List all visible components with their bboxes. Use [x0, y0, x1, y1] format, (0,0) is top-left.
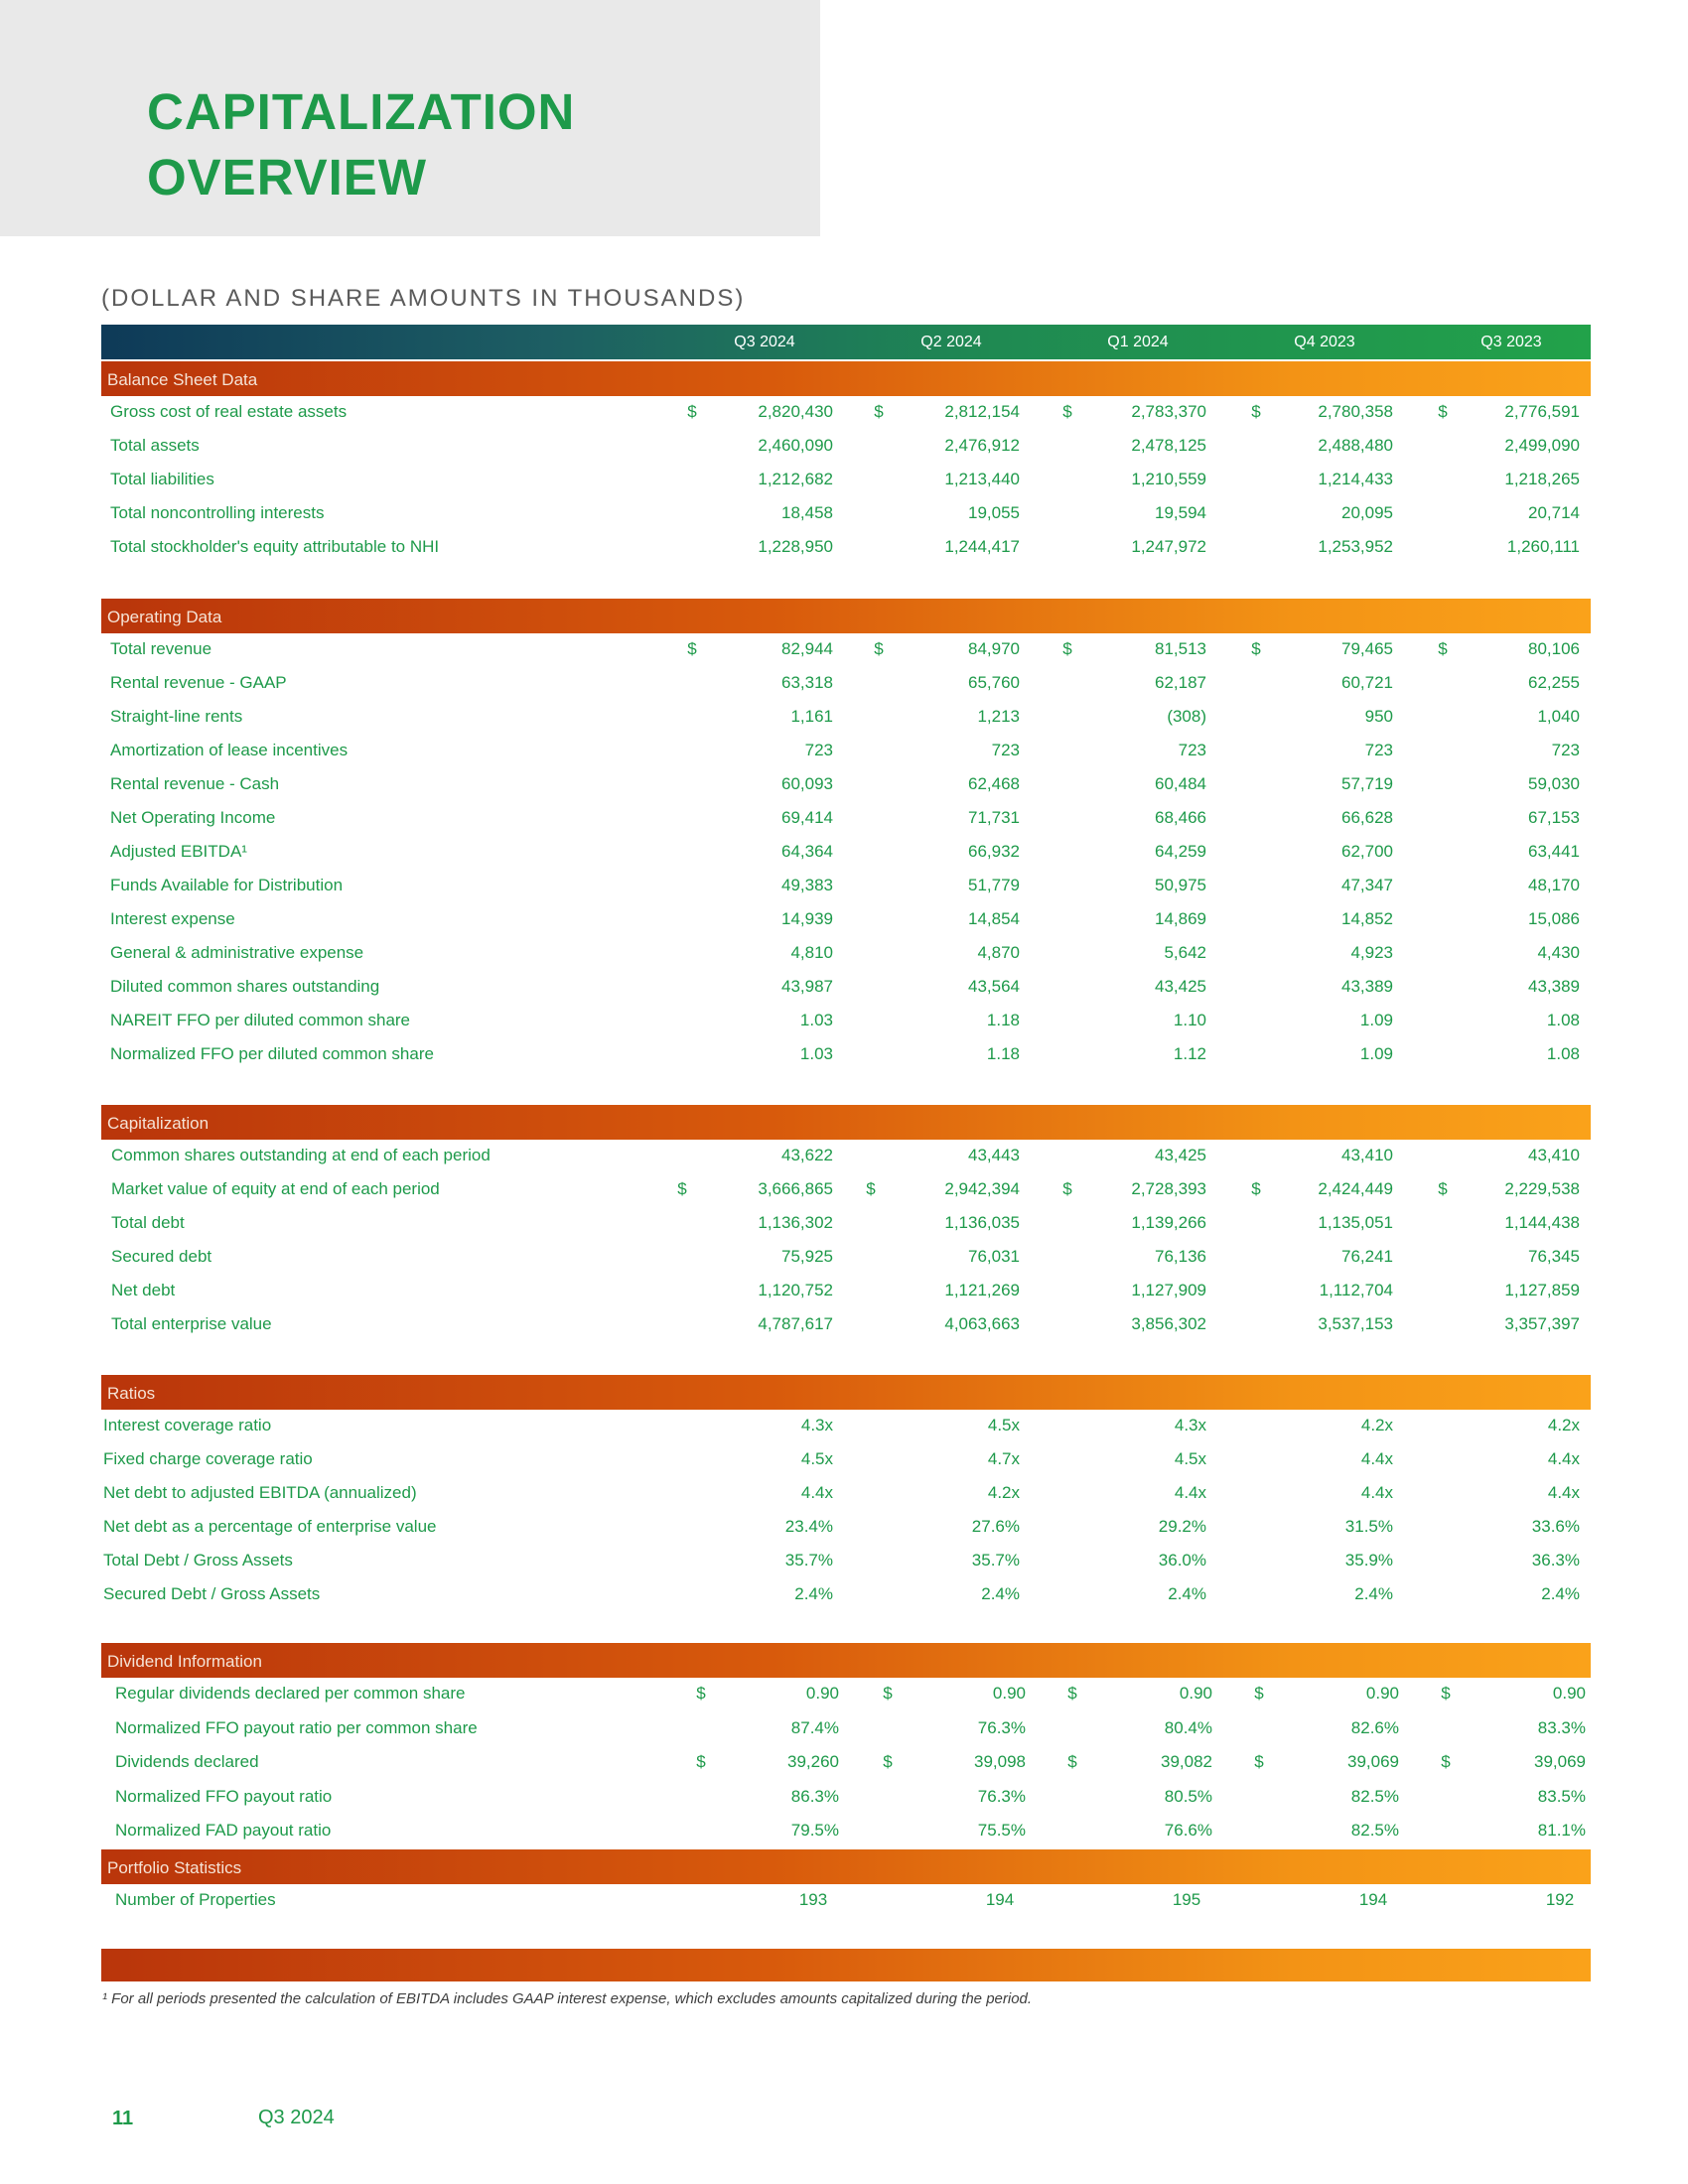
currency-symbol: $ [1438, 639, 1448, 658]
cell-value: 4.2x [987, 1483, 1020, 1502]
cell-value: 75.5% [977, 1821, 1026, 1841]
cell-value: 36.3% [1531, 1551, 1580, 1570]
period-header-label: Q4 2023 [1294, 334, 1355, 350]
row-label: Market value of equity at end of each period [111, 1179, 440, 1198]
cell-value: 66,932 [968, 842, 1020, 861]
currency-symbol: $ [1254, 1684, 1264, 1703]
currency-symbol: $ [1067, 1684, 1077, 1703]
cell-value: 1,121,269 [944, 1281, 1020, 1299]
cell-value: 43,425 [1155, 1146, 1206, 1164]
cell-value: 83.3% [1537, 1717, 1586, 1737]
cell-value: 1,127,909 [1131, 1281, 1206, 1299]
table-row [101, 666, 1591, 700]
cell-value: 1,139,266 [1131, 1213, 1206, 1232]
cell-value: 1,212,682 [758, 470, 833, 488]
table-row [101, 1814, 1591, 1847]
cell-value: 4.4x [800, 1483, 833, 1502]
cell-value: 2,776,591 [1504, 402, 1580, 421]
row-label: Normalized FFO payout ratio [115, 1786, 333, 1806]
cell-value: 86.3% [790, 1786, 839, 1806]
row-label: Secured Debt / Gross Assets [103, 1584, 321, 1603]
page-title-line1: CAPITALIZATION [147, 83, 576, 140]
cell-value: 194 [985, 1890, 1015, 1909]
row-label: NAREIT FFO per diluted common share [110, 1011, 411, 1029]
cell-value: 43,987 [781, 977, 833, 996]
table-row [101, 1544, 1591, 1577]
cell-value: 4.2x [1547, 1416, 1580, 1434]
cell-value: 84,970 [968, 639, 1020, 658]
cell-value: 82.5% [1350, 1821, 1399, 1841]
cell-value: 39,069 [1347, 1752, 1399, 1772]
cell-value: 3,357,397 [1504, 1314, 1580, 1333]
cell-value: 4,810 [790, 943, 833, 962]
cell-value: 4.4x [1547, 1483, 1580, 1502]
table-row [101, 1409, 1591, 1442]
table-row [101, 1240, 1591, 1274]
cell-value: 4,063,663 [944, 1314, 1020, 1333]
table-row [101, 869, 1591, 902]
cell-value: 62,255 [1528, 673, 1580, 692]
cell-value: 14,869 [1155, 909, 1206, 928]
cell-value: 35.9% [1344, 1551, 1393, 1570]
cell-value: 14,854 [968, 909, 1020, 928]
cell-value: 4.5x [1174, 1449, 1206, 1468]
cell-value: 2.4% [1541, 1584, 1580, 1603]
cell-value: 76.6% [1164, 1821, 1212, 1841]
cell-value: 71,731 [968, 808, 1020, 827]
currency-symbol: $ [696, 1684, 706, 1703]
cell-value: 2,942,394 [944, 1179, 1020, 1198]
cell-value: 69,414 [781, 808, 833, 827]
row-label: Interest coverage ratio [103, 1416, 272, 1434]
row-label: Amortization of lease incentives [110, 741, 349, 759]
cell-value: 66,628 [1341, 808, 1393, 827]
table-row [101, 1139, 1591, 1172]
cell-value: 33.6% [1531, 1517, 1580, 1536]
period-header-label: Q3 2023 [1480, 334, 1542, 350]
cell-value: 48,170 [1528, 876, 1580, 894]
row-label: Regular dividends declared per common share [115, 1684, 466, 1703]
cell-value: 1,214,433 [1318, 470, 1393, 488]
cell-value: 65,760 [968, 673, 1020, 692]
row-label: Net Operating Income [110, 808, 276, 827]
cell-value: 4.4x [1360, 1483, 1393, 1502]
cell-value: 723 [991, 741, 1020, 759]
cell-value: 62,468 [968, 774, 1020, 793]
cell-value: 1.12 [1173, 1044, 1206, 1063]
table-row [101, 1745, 1591, 1779]
cell-value: 2.4% [1168, 1584, 1206, 1603]
table-row [101, 1442, 1591, 1476]
cell-value: 2,812,154 [944, 402, 1020, 421]
row-label: Total liabilities [110, 470, 214, 488]
cell-value: 4,430 [1537, 943, 1580, 962]
cell-value: 43,622 [781, 1146, 833, 1164]
cell-value: 1.08 [1546, 1011, 1580, 1029]
table-row [101, 970, 1591, 1004]
cell-value: 62,187 [1155, 673, 1206, 692]
cell-value: 2,488,480 [1318, 436, 1393, 455]
cell-value: 1,218,265 [1504, 470, 1580, 488]
cell-value: 39,069 [1534, 1752, 1586, 1772]
cell-value: 57,719 [1341, 774, 1393, 793]
cell-value: 39,082 [1161, 1752, 1212, 1772]
table-row [101, 1510, 1591, 1544]
cell-value: 60,721 [1341, 673, 1393, 692]
row-label: Funds Available for Distribution [110, 876, 344, 894]
cell-value: 83.5% [1537, 1786, 1586, 1806]
period-header-label: Q3 2024 [734, 334, 795, 350]
cell-value: 63,441 [1528, 842, 1580, 861]
cell-value: 75,925 [781, 1247, 833, 1266]
currency-symbol: $ [883, 1752, 893, 1772]
cell-value: 43,443 [968, 1146, 1020, 1164]
cell-value: 1.03 [799, 1011, 833, 1029]
table-row [101, 902, 1591, 936]
cell-value: 80.5% [1164, 1786, 1212, 1806]
cell-value: 82.5% [1350, 1786, 1399, 1806]
row-label: Interest expense [110, 909, 235, 928]
currency-symbol: $ [1438, 402, 1448, 421]
cell-value: 2,478,125 [1131, 436, 1206, 455]
cell-value: 1.09 [1359, 1044, 1393, 1063]
cell-value: 76,241 [1341, 1247, 1393, 1266]
cell-value: 64,364 [781, 842, 833, 861]
cell-value: 43,389 [1341, 977, 1393, 996]
cell-value: 2,229,538 [1504, 1179, 1580, 1198]
cell-value: 0.90 [992, 1684, 1026, 1703]
row-label: Common shares outstanding at end of each period [111, 1146, 491, 1164]
cell-value: 1,253,952 [1318, 537, 1393, 556]
cell-value: 4,787,617 [758, 1314, 833, 1333]
cell-value: 82,944 [781, 639, 833, 658]
row-label: Dividends declared [115, 1752, 259, 1772]
cell-value: 50,975 [1155, 876, 1206, 894]
cell-value: 0.90 [1552, 1684, 1586, 1703]
cell-value: 0.90 [1179, 1684, 1212, 1703]
row-label: Net debt as a percentage of enterprise value [103, 1517, 437, 1536]
row-label: General & administrative expense [110, 943, 364, 962]
title-block [0, 0, 820, 236]
cell-value: 723 [1364, 741, 1393, 759]
currency-symbol: $ [1438, 1179, 1448, 1198]
cell-value: 36.0% [1158, 1551, 1206, 1570]
section-header-operating-data: Operating Data [101, 599, 1591, 633]
currency-symbol: $ [874, 402, 884, 421]
currency-symbol: $ [696, 1752, 706, 1772]
cell-value: 4.2x [1360, 1416, 1393, 1434]
cell-value: 27.6% [971, 1517, 1020, 1536]
table-row [101, 1577, 1591, 1611]
cell-value: 1,260,111 [1506, 537, 1580, 556]
row-label: Adjusted EBITDA¹ [110, 842, 247, 861]
cell-value: 2,728,393 [1131, 1179, 1206, 1198]
cell-value: 192 [1545, 1890, 1575, 1909]
cell-value: 59,030 [1528, 774, 1580, 793]
currency-symbol: $ [687, 639, 697, 658]
cell-value: 1,127,859 [1504, 1281, 1580, 1299]
row-label: Net debt [111, 1281, 176, 1299]
cell-value: 39,260 [787, 1752, 839, 1772]
table-row [101, 767, 1591, 801]
cell-value: 950 [1364, 707, 1393, 726]
cell-value: 4.3x [800, 1416, 833, 1434]
row-label: Secured debt [111, 1247, 212, 1266]
cell-value: 39,098 [974, 1752, 1026, 1772]
cell-value: 1,135,051 [1318, 1213, 1393, 1232]
cell-value: 49,383 [781, 876, 833, 894]
currency-symbol: $ [1251, 1179, 1261, 1198]
cell-value: 723 [804, 741, 833, 759]
row-label: Total enterprise value [111, 1314, 272, 1333]
cell-value: 29.2% [1158, 1517, 1206, 1536]
cell-value: 4.4x [1174, 1483, 1206, 1502]
cell-value: 20,095 [1341, 503, 1393, 522]
row-label: Total Debt / Gross Assets [103, 1551, 293, 1570]
table-row [101, 429, 1591, 463]
cell-value: 4.5x [800, 1449, 833, 1468]
cell-value: 79.5% [790, 1821, 839, 1841]
currency-symbol: $ [1441, 1752, 1451, 1772]
cell-value: 31.5% [1344, 1517, 1393, 1536]
currency-symbol: $ [687, 402, 697, 421]
cell-value: 4.5x [987, 1416, 1020, 1434]
table-row [101, 835, 1591, 869]
row-label: Net debt to adjusted EBITDA (annualized) [103, 1483, 417, 1502]
section-header-portfolio-statistics: Portfolio Statistics [101, 1849, 1591, 1884]
cell-value: 14,852 [1341, 909, 1393, 928]
currency-symbol: $ [1062, 402, 1072, 421]
page-title-line2: OVERVIEW [147, 149, 427, 205]
cell-value: 2,499,090 [1504, 436, 1580, 455]
cell-value: 1,120,752 [758, 1281, 833, 1299]
currency-symbol: $ [866, 1179, 876, 1198]
cell-value: 2.4% [981, 1584, 1020, 1603]
cell-value: 2.4% [1354, 1584, 1393, 1603]
cell-value: 43,564 [968, 977, 1020, 996]
cell-value: 1,136,035 [944, 1213, 1020, 1232]
cell-value: 194 [1358, 1890, 1388, 1909]
cell-value: 67,153 [1528, 808, 1580, 827]
cell-value: 15,086 [1528, 909, 1580, 928]
cell-value: 3,856,302 [1131, 1314, 1206, 1333]
cell-value: 1,247,972 [1131, 537, 1206, 556]
cell-value: 1,161 [790, 707, 833, 726]
cell-value: 68,466 [1155, 808, 1206, 827]
table-row [101, 1274, 1591, 1307]
section-header-capitalization: Capitalization [101, 1105, 1591, 1140]
cell-value: 35.7% [784, 1551, 833, 1570]
cell-value: 2,783,370 [1131, 402, 1206, 421]
cell-value: 4.7x [987, 1449, 1020, 1468]
table-row [101, 1780, 1591, 1814]
cell-value: 4.4x [1547, 1449, 1580, 1468]
cell-value: 3,537,153 [1318, 1314, 1393, 1333]
row-label: Gross cost of real estate assets [110, 402, 348, 421]
cell-value: 76.3% [977, 1717, 1026, 1737]
currency-symbol: $ [1062, 1179, 1072, 1198]
cell-value: 43,389 [1528, 977, 1580, 996]
table-row [101, 463, 1591, 496]
cell-value: 195 [1172, 1890, 1201, 1909]
cell-value: 1.08 [1546, 1044, 1580, 1063]
cell-value: 2,820,430 [758, 402, 833, 421]
cell-value: 1,228,950 [758, 537, 833, 556]
cell-value: 81.1% [1537, 1821, 1586, 1841]
cell-value: 1,244,417 [944, 537, 1020, 556]
table-row [101, 1172, 1591, 1206]
cell-value: 60,484 [1155, 774, 1206, 793]
row-label: Straight-line rents [110, 707, 243, 726]
footer-quarter: Q3 2024 [258, 2107, 335, 2128]
cell-value: 47,347 [1341, 876, 1393, 894]
row-label: Total debt [111, 1213, 185, 1232]
cell-value: 82.6% [1350, 1717, 1399, 1737]
row-label: Rental revenue - GAAP [110, 673, 287, 692]
cell-value: 2,780,358 [1318, 402, 1393, 421]
row-label: Total stockholder's equity attributable to NHI [110, 537, 440, 556]
row-label: Diluted common shares outstanding [110, 977, 380, 996]
cell-value: 1.09 [1359, 1011, 1393, 1029]
cell-value: 80,106 [1528, 639, 1580, 658]
row-label: Total noncontrolling interests [110, 503, 325, 522]
currency-symbol: $ [677, 1179, 687, 1198]
table-row [101, 632, 1591, 666]
cell-value: 1,210,559 [1131, 470, 1206, 488]
section-header-balance-sheet-data: Balance Sheet Data [101, 361, 1591, 396]
cell-value: 1.18 [986, 1011, 1020, 1029]
cell-value: 76,136 [1155, 1247, 1206, 1266]
cell-value: 80.4% [1164, 1717, 1212, 1737]
cell-value: 23.4% [784, 1517, 833, 1536]
table-row [101, 801, 1591, 835]
cell-value: 1,136,302 [758, 1213, 833, 1232]
cell-value: 87.4% [790, 1717, 839, 1737]
currency-symbol: $ [1067, 1752, 1077, 1772]
table-row [101, 1004, 1591, 1037]
page-title [147, 79, 575, 210]
cell-value: 43,425 [1155, 977, 1206, 996]
bottom-accent-bar [101, 1949, 1591, 1981]
cell-value: 76.3% [977, 1786, 1026, 1806]
cell-value: 63,318 [781, 673, 833, 692]
cell-value: 1,144,438 [1504, 1213, 1580, 1232]
currency-symbol: $ [874, 639, 884, 658]
cell-value: 43,410 [1341, 1146, 1393, 1164]
currency-symbol: $ [1254, 1752, 1264, 1772]
table-row [101, 1206, 1591, 1240]
row-label: Normalized FFO payout ratio per common share [115, 1717, 478, 1737]
cell-value: 18,458 [781, 503, 833, 522]
currency-symbol: $ [1251, 402, 1261, 421]
cell-value: 14,939 [781, 909, 833, 928]
table-row [101, 1677, 1591, 1710]
section-header-ratios: Ratios [101, 1375, 1591, 1410]
cell-value: 2.4% [794, 1584, 833, 1603]
cell-value: 1.18 [986, 1044, 1020, 1063]
cell-value: 79,465 [1341, 639, 1393, 658]
cell-value: 76,345 [1528, 1247, 1580, 1266]
row-label: Normalized FAD payout ratio [115, 1821, 332, 1841]
table-row [101, 395, 1591, 429]
row-label: Fixed charge coverage ratio [103, 1449, 313, 1468]
cell-value: 2,476,912 [944, 436, 1020, 455]
cell-value: 2,460,090 [758, 436, 833, 455]
row-label: Number of Properties [115, 1890, 276, 1909]
currency-symbol: $ [1441, 1684, 1451, 1703]
period-header [101, 325, 1591, 359]
cell-value: 60,093 [781, 774, 833, 793]
cell-value: 1,040 [1537, 707, 1580, 726]
cell-value: 20,714 [1528, 503, 1580, 522]
cell-value: 4,923 [1350, 943, 1393, 962]
cell-value: 723 [1178, 741, 1206, 759]
row-label: Total assets [110, 436, 200, 455]
currency-symbol: $ [1251, 639, 1261, 658]
cell-value: 1,112,704 [1319, 1281, 1393, 1299]
table-row [101, 496, 1591, 530]
table-row [101, 1037, 1591, 1071]
cell-value: 19,594 [1155, 503, 1206, 522]
section-header-dividend-information: Dividend Information [101, 1643, 1591, 1678]
table-row [101, 1711, 1591, 1745]
cell-value: (308) [1167, 707, 1206, 726]
cell-value: 723 [1551, 741, 1580, 759]
currency-symbol: $ [1062, 639, 1072, 658]
table-row [101, 530, 1591, 564]
currency-symbol: $ [883, 1684, 893, 1703]
table-row [101, 734, 1591, 767]
cell-value: 4.3x [1174, 1416, 1206, 1434]
table-row [101, 700, 1591, 734]
cell-value: 193 [798, 1890, 828, 1909]
cell-value: 64,259 [1155, 842, 1206, 861]
table-row [101, 1883, 1591, 1917]
cell-value: 4,870 [977, 943, 1020, 962]
cell-value: 3,666,865 [758, 1179, 833, 1198]
cell-value: 43,410 [1528, 1146, 1580, 1164]
cell-value: 1.10 [1173, 1011, 1206, 1029]
cell-value: 51,779 [968, 876, 1020, 894]
cell-value: 4.4x [1360, 1449, 1393, 1468]
page-number: 11 [112, 2108, 134, 2129]
cell-value: 1.03 [799, 1044, 833, 1063]
cell-value: 76,031 [968, 1247, 1020, 1266]
period-header-label: Q2 2024 [920, 334, 982, 350]
footnote: ¹ For all periods presented the calculation of EBITDA includes GAAP interest expense, which excludes amounts capitalized during the period. [102, 1990, 1033, 2007]
cell-value: 1,213 [977, 707, 1020, 726]
cell-value: 19,055 [968, 503, 1020, 522]
table-row [101, 936, 1591, 970]
cell-value: 0.90 [805, 1684, 839, 1703]
row-label: Normalized FFO per diluted common share [110, 1044, 434, 1063]
table-row [101, 1307, 1591, 1341]
cell-value: 35.7% [971, 1551, 1020, 1570]
row-label: Rental revenue - Cash [110, 774, 280, 793]
row-label: Total revenue [110, 639, 212, 658]
period-header-label: Q1 2024 [1107, 334, 1169, 350]
cell-value: 2,424,449 [1318, 1179, 1393, 1198]
cell-value: 1,213,440 [944, 470, 1020, 488]
units-subtitle: (DOLLAR AND SHARE AMOUNTS IN THOUSANDS) [101, 285, 746, 312]
table-row [101, 1476, 1591, 1510]
cell-value: 81,513 [1155, 639, 1206, 658]
cell-value: 0.90 [1365, 1684, 1399, 1703]
cell-value: 62,700 [1341, 842, 1393, 861]
cell-value: 5,642 [1164, 943, 1206, 962]
